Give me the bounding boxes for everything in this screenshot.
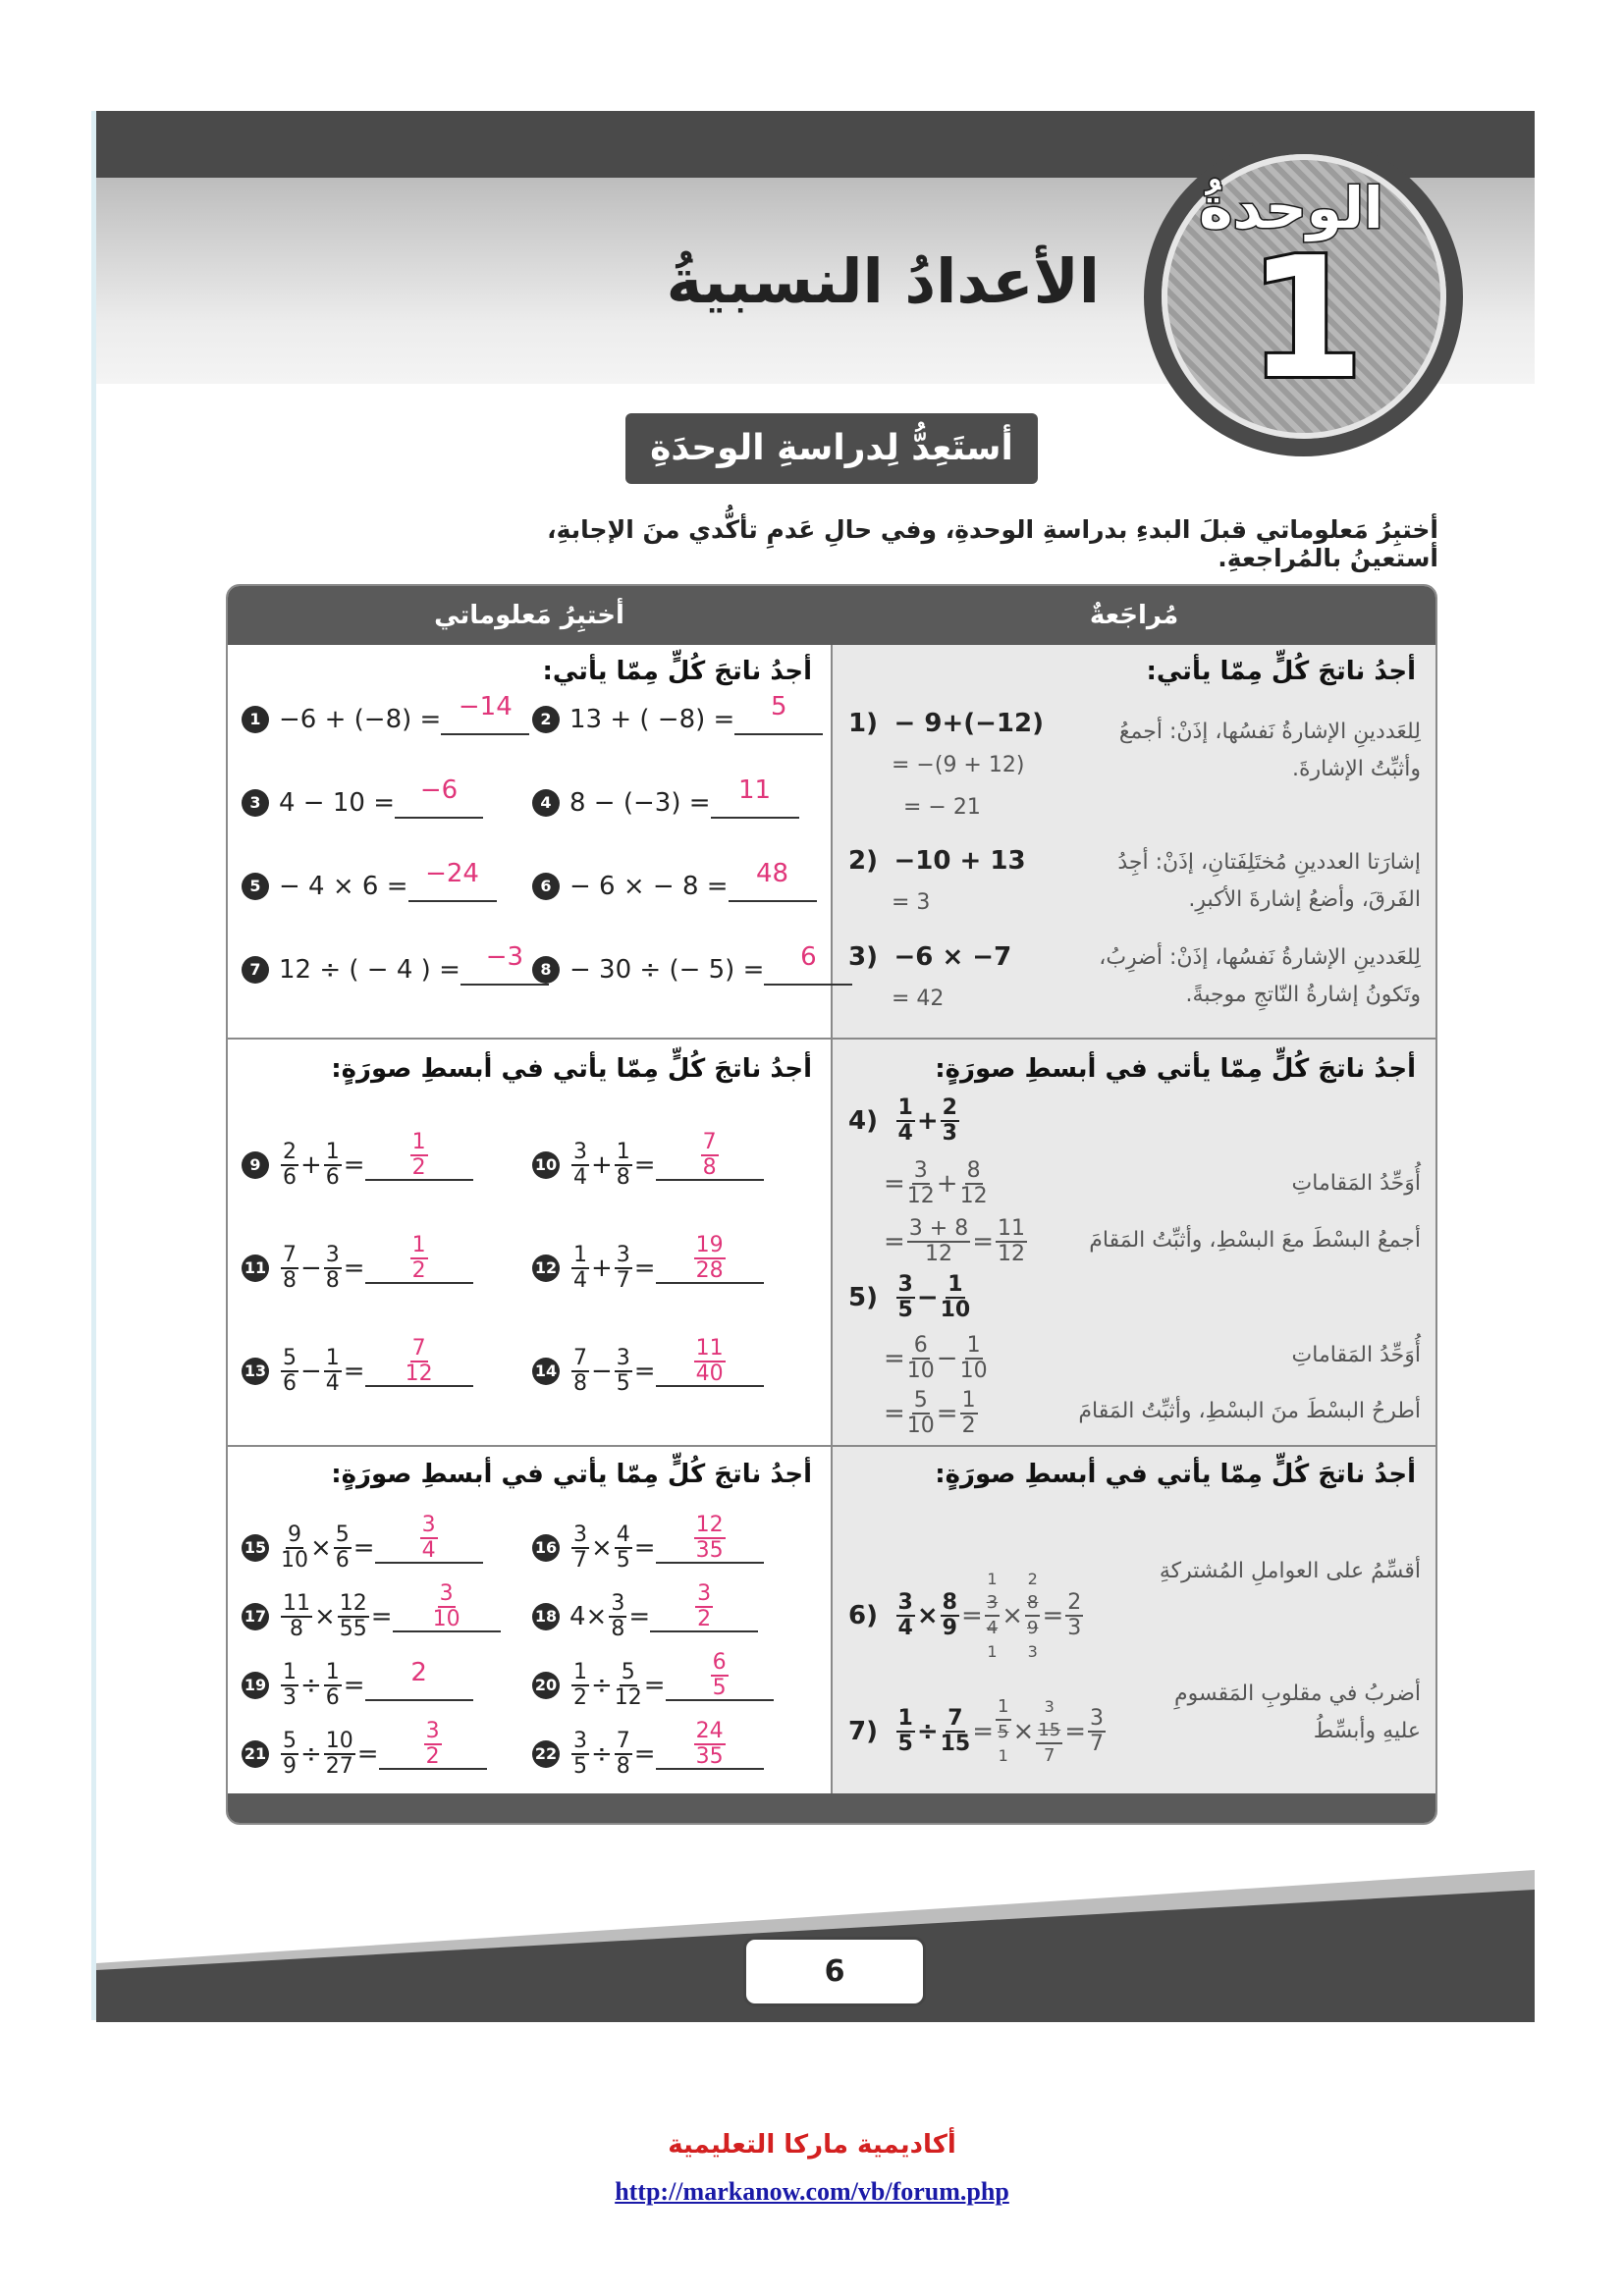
review-3 xyxy=(848,942,1011,972)
exercise-number: 8 xyxy=(532,956,560,984)
answer-blank: −14 xyxy=(441,704,529,735)
fraction: $\frac{1}{4}$ xyxy=(573,1243,587,1293)
fraction: $\frac{6}{5}$ xyxy=(712,1650,727,1700)
answer-blank xyxy=(666,1650,774,1701)
exercise: 18 4 × $\frac{3}{8}$ = $\frac{3}{2}$ xyxy=(532,1592,758,1641)
answer-blank: 5 xyxy=(734,704,823,735)
review-note: أجمعُ البسْطَ معَ البسْطِ، وأثبِّتُ المَقامَ xyxy=(1089,1228,1421,1253)
table-footer-band xyxy=(228,1793,1435,1823)
exercise-expression: − 6 × − 8 = xyxy=(569,872,729,901)
review-label: 7) xyxy=(848,1717,878,1746)
fraction: $\frac{3}{2}$ xyxy=(425,1719,440,1769)
exercise-number: 18 xyxy=(532,1603,560,1630)
review-1 xyxy=(848,709,1044,738)
row-divider xyxy=(228,1445,1435,1447)
exercise-number: 2 xyxy=(532,706,560,733)
exercise: 21 $\frac{5}{9}$ ÷ $\frac{10}{27}$ = $\frac{3}{2}$ xyxy=(242,1730,487,1779)
fraction: $\frac{1}{2}$ xyxy=(411,1233,426,1283)
fraction: $\frac{5}{6}$ xyxy=(283,1346,297,1396)
exercise-expression: 4 − 10 = xyxy=(279,788,395,818)
fraction: $\frac{12}{35}$ xyxy=(695,1513,724,1563)
exercise: 10 $\frac{3}{4}$ + $\frac{1}{8}$ = $\frac{7}{8}$ xyxy=(532,1141,764,1190)
answer-blank: 11 xyxy=(711,787,799,819)
answer-blank xyxy=(393,1581,501,1632)
fraction: $\frac{3}{7}$ xyxy=(573,1522,587,1573)
exercise xyxy=(532,692,823,735)
answer-blank xyxy=(656,1513,764,1564)
answer-blank xyxy=(365,1336,473,1387)
exercise-number: 21 xyxy=(242,1740,269,1768)
exercise-number: 16 xyxy=(532,1534,560,1562)
fraction: $\frac{1}{8}$ xyxy=(616,1140,630,1190)
review-step: = − 21 xyxy=(903,795,981,820)
exercise: 14 $\frac{7}{8}$ − $\frac{3}{5}$ = $\frac{11}{40}$ xyxy=(532,1347,764,1396)
exercise xyxy=(242,942,549,986)
fraction: $\frac{1}{5}$ xyxy=(897,1706,913,1756)
fraction: $\frac{8}{9}$ xyxy=(942,1590,957,1640)
review-expression: −10 + 13 xyxy=(893,846,1026,876)
fraction: $\frac{11}{8}$ xyxy=(283,1591,310,1641)
exercise-number: 5 xyxy=(242,873,269,900)
review-expression: − 9+(−12) xyxy=(893,709,1044,738)
exercise: 9 $\frac{2}{6}$ + $\frac{1}{6}$ = $\frac{1}{2}$ xyxy=(242,1141,473,1190)
fraction: $\frac{3}{5}$ xyxy=(616,1346,630,1396)
review-label: 6) xyxy=(848,1601,878,1630)
fraction: $\frac{7}{8}$ xyxy=(573,1346,587,1396)
review-note: لِلعَددينِ الإشارةُ نَفسُها، إذَنْ: أضرِبُ، وتَكونُ إشارةُ النّاتجِ موجبةً. xyxy=(1099,945,1421,1007)
review-expression: −6 × −7 xyxy=(893,942,1012,972)
fraction: $\frac{5}{12}$ xyxy=(614,1660,642,1710)
exercise xyxy=(532,775,799,819)
answer-blank: 6 xyxy=(764,954,852,986)
fraction: $\frac{12}{55}$ xyxy=(339,1591,367,1641)
answer-blank xyxy=(365,1130,473,1181)
fraction: $\frac{3}{7}$ xyxy=(616,1243,630,1293)
exercise-number: 1 xyxy=(242,706,269,733)
fraction: $\frac{9}{10}$ xyxy=(281,1522,308,1573)
answer-blank xyxy=(375,1513,483,1564)
table-header xyxy=(228,586,1435,645)
answer-blank: −6 xyxy=(395,787,483,819)
fraction: $\frac{5}{9}$ xyxy=(283,1729,297,1779)
fraction: $\frac{3}{4}$ xyxy=(897,1590,913,1640)
review-step: = $\frac{6}{10}$ − $\frac{1}{10}$ xyxy=(884,1333,988,1383)
review-test-table xyxy=(226,584,1437,1825)
test-column-header: أختبِرُ مَعلوماتي xyxy=(434,601,624,630)
fraction: $\frac{2}{3}$ xyxy=(942,1095,957,1146)
exercise-number: 15 xyxy=(242,1534,269,1562)
review-label: 4) xyxy=(848,1106,878,1136)
review-6: 6) $\frac{3}{4}$ × $\frac{8}{9}$ = 1 3 4 1 × 2 8 9 3 = $\frac{2}{3}$ xyxy=(848,1570,1082,1661)
fraction: $\frac{3}{8}$ xyxy=(325,1243,340,1293)
exercise: 11 $\frac{7}{8}$ − $\frac{3}{8}$ = $\frac{1}{2}$ xyxy=(242,1244,473,1293)
fraction: $\frac{7}{15}$ xyxy=(940,1706,971,1756)
fraction: $\frac{3}{5}$ xyxy=(897,1272,913,1322)
exercise-number: 7 xyxy=(242,956,269,984)
review-column-header: مُراجَعةٌ xyxy=(1089,601,1179,630)
answer-blank xyxy=(379,1719,487,1770)
fraction: $\frac{7}{8}$ xyxy=(702,1130,717,1180)
exercise: 17 $\frac{11}{8}$ × $\frac{12}{55}$ = $\frac{3}{10}$ xyxy=(242,1592,501,1641)
fraction: $\frac{1}{2}$ xyxy=(411,1130,426,1180)
fraction: $\frac{4}{5}$ xyxy=(616,1522,630,1573)
exercise-number: 12 xyxy=(532,1255,560,1282)
exercise-number: 14 xyxy=(532,1358,560,1385)
fraction: $\frac{24}{35}$ xyxy=(695,1719,724,1769)
fraction: $\frac{2}{6}$ xyxy=(283,1140,297,1190)
answer-blank xyxy=(656,1233,764,1284)
answer-blank xyxy=(365,1233,473,1284)
exercise-expression: −6 + (−8) = xyxy=(279,705,442,734)
exercise: 22 $\frac{3}{5}$ ÷ $\frac{7}{8}$ = $\frac{24}{35}$ xyxy=(532,1730,764,1779)
review-4: 4) $\frac{1}{4}$ + $\frac{2}{3}$ xyxy=(848,1095,957,1146)
review-note: أقسِّمُ على العواملِ المُشتركةِ xyxy=(1159,1559,1421,1583)
column-divider xyxy=(831,645,833,1793)
exercise: 15 $\frac{9}{10}$ × $\frac{5}{6}$ = $\frac{3}{4}$ xyxy=(242,1523,483,1573)
fraction: $\frac{7}{12}$ xyxy=(405,1336,433,1386)
answer-blank: 48 xyxy=(729,871,817,902)
exercise xyxy=(242,692,529,735)
section-title: أجدُ ناتجَ كُلٍّ مِمّا يأتي: xyxy=(1146,657,1416,686)
section-title: أجدُ ناتجَ كُلٍّ مِمّا يأتي: xyxy=(542,657,812,686)
row-divider xyxy=(228,1038,1435,1040)
review-note: أطرحُ البسْطَ منَ البسْطِ، وأثبِّتُ المَقامَ xyxy=(1078,1399,1421,1423)
answer-blank: 2 xyxy=(365,1670,473,1701)
fraction: $\frac{1}{4}$ xyxy=(325,1346,340,1396)
exercise-number: 20 xyxy=(532,1672,560,1699)
review-step: = $\frac{3}{12}$ + $\frac{8}{12}$ xyxy=(884,1158,988,1208)
review-note: إشارَتا العددينِ مُختَلِفَتانِ، إذَنْ: أجِدُ الفَرقَ، وأضعُ إشارةَ الأكبرِ. xyxy=(1117,850,1421,912)
exercise-expression: − 4 × 6 = xyxy=(279,872,408,901)
unit-title: الأعدادُ النسبيةُ xyxy=(666,245,1100,317)
section-title: أجدُ ناتجَ كُلٍّ مِمّا يأتي في أبسطِ صورَةٍ: xyxy=(935,1054,1416,1084)
exercise-expression: 8 − (−3) = xyxy=(569,788,711,818)
review-5: 5) $\frac{3}{5}$ − $\frac{1}{10}$ xyxy=(848,1272,971,1322)
answer-blank xyxy=(656,1130,764,1181)
section-title: أجدُ ناتجَ كُلٍّ مِمّا يأتي في أبسطِ صورَةٍ: xyxy=(331,1460,812,1489)
fraction: $\frac{1}{3}$ xyxy=(283,1660,297,1710)
exercise xyxy=(242,859,497,902)
intro-text: أختبِرُ مَعلوماتي قبلَ البدءِ بدراسةِ الوحدةِ، وفي حالِ عَدمِ تأكُّدي منَ الإجابةِ، أستعينُ بالمُراجعةِ. xyxy=(547,515,1438,572)
fraction: $\frac{11}{40}$ xyxy=(695,1336,724,1386)
fraction: $\frac{10}{27}$ xyxy=(325,1729,353,1779)
fraction: $\frac{3}{8}$ xyxy=(611,1591,625,1641)
fraction: $\frac{3}{4}$ xyxy=(421,1513,436,1563)
review-note: لِلعَددينِ الإشارةُ نَفسُها، إذَنْ: أجمعُ وأثبِّتُ الإشارةَ. xyxy=(1118,720,1421,781)
review-step: = 3 xyxy=(892,890,931,915)
review-step: = $\frac{3 + 8}{12}$ = $\frac{11}{12}$ xyxy=(884,1216,1026,1266)
exercise xyxy=(532,859,817,902)
review-step: = −(9 + 12) xyxy=(892,753,1025,777)
answer-blank: −24 xyxy=(408,871,497,902)
review-label: 3) xyxy=(848,942,878,972)
academy-name: أكاديمية ماركا التعليمية xyxy=(668,2130,956,2160)
fraction: $\frac{19}{28}$ xyxy=(695,1233,724,1283)
exercise-number: 3 xyxy=(242,789,269,817)
review-note: أضربُ في مقلوبِ المَقسومِ عليهِ وأبسِّطُ xyxy=(1173,1682,1421,1743)
exercise-number: 13 xyxy=(242,1358,269,1385)
fraction: $\frac{3}{2}$ xyxy=(697,1581,712,1631)
unit-number: 1 xyxy=(1247,222,1365,416)
exercise-expression: − 30 ÷ (− 5) = xyxy=(569,955,765,985)
exercise: 19 $\frac{1}{3}$ ÷ $\frac{1}{6}$ = 2 xyxy=(242,1661,473,1710)
exercise-number: 11 xyxy=(242,1255,269,1282)
fraction: $\frac{3}{4}$ xyxy=(573,1140,587,1190)
answer-blank xyxy=(656,1336,764,1387)
review-7: 7) $\frac{1}{5}$ ÷ $\frac{7}{15}$ = 1 5 1 × 3 15 7 = $\frac{3}{7}$ xyxy=(848,1696,1104,1766)
exercise-number: 10 xyxy=(532,1151,560,1179)
fraction: $\frac{5}{6}$ xyxy=(335,1522,350,1573)
fraction: $\frac{3}{5}$ xyxy=(573,1729,587,1779)
fraction: $\frac{7}{8}$ xyxy=(616,1729,630,1779)
fraction: $\frac{1}{6}$ xyxy=(325,1660,340,1710)
exercise: 13 $\frac{5}{6}$ − $\frac{1}{4}$ = $\frac{7}{12}$ xyxy=(242,1347,473,1396)
answer-blank: −3 xyxy=(460,954,549,986)
fraction: $\frac{1}{6}$ xyxy=(325,1140,340,1190)
exercise xyxy=(532,942,852,986)
review-step: = $\frac{5}{10}$ = $\frac{1}{2}$ xyxy=(884,1388,976,1438)
exercise: 16 $\frac{3}{7}$ × $\frac{4}{5}$ = $\frac{12}{35}$ xyxy=(532,1523,764,1573)
exercise-number: 4 xyxy=(532,789,560,817)
review-label: 2) xyxy=(848,846,878,876)
review-step: = 42 xyxy=(892,987,945,1011)
fraction: $\frac{7}{8}$ xyxy=(283,1243,297,1293)
fraction: $\frac{1}{10}$ xyxy=(940,1272,971,1322)
exercise-expression: 13 + ( −8) = xyxy=(569,705,735,734)
exercise-number: 19 xyxy=(242,1672,269,1699)
exercise: 20 $\frac{1}{2}$ ÷ $\frac{5}{12}$ = $\frac{6}{5}$ xyxy=(532,1661,774,1710)
exercise-number: 9 xyxy=(242,1151,269,1179)
fraction: $\frac{1}{4}$ xyxy=(897,1095,913,1146)
exercise-number: 22 xyxy=(532,1740,560,1768)
answer-blank xyxy=(656,1719,764,1770)
fraction: $\frac{1}{2}$ xyxy=(573,1660,587,1710)
exercise-number: 6 xyxy=(532,873,560,900)
review-note: أُوَحِّدُ المَقاماتِ xyxy=(1291,1343,1421,1367)
review-2 xyxy=(848,846,1026,876)
answer-blank xyxy=(650,1581,758,1632)
exercise-number: 17 xyxy=(242,1603,269,1630)
fraction: $\frac{3}{10}$ xyxy=(432,1581,460,1631)
academy-link[interactable]: http://markanow.com/vb/forum.php xyxy=(615,2177,1009,2206)
review-label: 1) xyxy=(848,709,878,738)
exercise-expression: 12 ÷ ( − 4 ) = xyxy=(279,955,460,985)
unit-word: الوحدةُ xyxy=(1199,175,1383,241)
review-note: أُوَحِّدُ المَقاماتِ xyxy=(1291,1171,1421,1196)
review-label: 5) xyxy=(848,1283,878,1312)
exercise xyxy=(242,775,483,819)
prep-banner: أستَعِدُّ لِدراسةِ الوحدَةِ xyxy=(625,413,1038,484)
section-title: أجدُ ناتجَ كُلٍّ مِمّا يأتي في أبسطِ صورَةٍ: xyxy=(331,1054,812,1084)
exercise: 12 $\frac{1}{4}$ + $\frac{3}{7}$ = $\frac{19}{28}$ xyxy=(532,1244,764,1293)
section-title: أجدُ ناتجَ كُلٍّ مِمّا يأتي في أبسطِ صورَةٍ: xyxy=(935,1460,1416,1489)
page-number: 6 xyxy=(743,1937,926,2006)
